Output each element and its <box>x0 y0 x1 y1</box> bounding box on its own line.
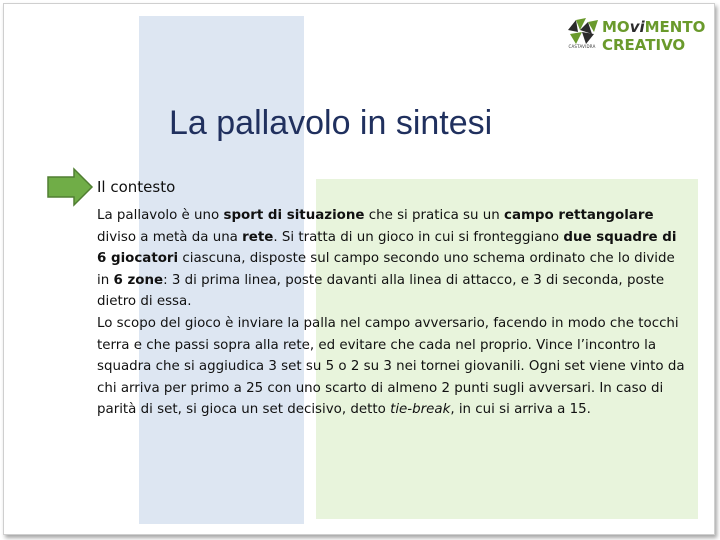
paragraph-goal: Lo scopo del gioco è inviare la palla nel campo avversario, facendo in modo che tocchi terra e che passi sopra alla rete, ed evitare che cada nel proprio. Vince l’incontro la squadra che si aggiudica 3 set su 5 o 2 su 3 nei tornei giovanili. Ogni set viene vinto da chi arriva per primo a 25 con uno scarto di almeno 2 punti sugli avversari. In caso di parità di set, si gioca un set decisivo, detto tie-break, in cui si arriva a 15. <box>97 315 685 418</box>
body-text <box>97 205 687 421</box>
slide <box>3 3 715 535</box>
logo-wordmark <box>602 18 705 54</box>
logo-line-1: MOviMENTO <box>602 18 706 36</box>
logo-caption: CASTAVIDRA <box>568 44 596 49</box>
logo-mark-icon <box>566 16 600 46</box>
logo-line-2: CREATIVO <box>602 36 686 54</box>
right-arrow-icon <box>46 167 94 207</box>
slide-title: La pallavolo in sintesi <box>169 104 493 142</box>
movimento-creativo-logo <box>562 14 712 60</box>
paragraph-context: La pallavolo è uno sport di situazione che si pratica su un campo rettangolare diviso a metà da una rete. Si tratta di un gioco in cui si fronteggiano due squadre di 6 giocatori ciascuna, disposte sul campo secondo uno schema ordinato che lo divide in 6 zone: 3 di prima linea, poste davanti alla linea di attacco, e 3 di seconda, poste dietro di essa. <box>97 208 677 310</box>
section-subtitle: Il contesto <box>97 178 176 196</box>
